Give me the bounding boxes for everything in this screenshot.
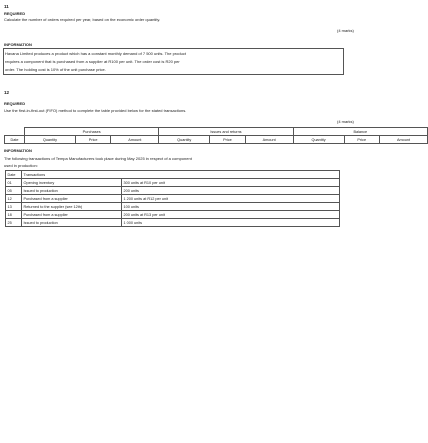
question-12-info-heading: INFORMATION xyxy=(4,148,32,153)
transaction-date: 05 xyxy=(6,187,22,195)
table-row xyxy=(6,211,340,219)
transaction-description: Purchased from a supplier xyxy=(22,195,122,203)
transaction-detail: 100 units xyxy=(122,203,340,211)
transactions-col-transactions: Transactions xyxy=(22,171,122,179)
transaction-date: 18 xyxy=(6,211,22,219)
question-11-info-line-3: order. The holding cost is 10% of the unit purchase price. xyxy=(5,67,106,72)
fifo-col-date: Date xyxy=(5,136,25,144)
table-row xyxy=(6,203,340,211)
fifo-col-quantity: Quantity xyxy=(293,136,344,144)
question-11-instruction: Calculate the number of orders required per year, based on the economic order quantity. xyxy=(4,17,161,22)
fifo-group-spacer xyxy=(5,128,25,136)
question-12-required: REQUIRED xyxy=(4,101,26,106)
transaction-description: Issued to production xyxy=(22,219,122,227)
transactions-header-blank xyxy=(122,171,340,179)
fifo-col-amount: Amount xyxy=(111,136,159,144)
fifo-group-issues: Issues and returns xyxy=(159,128,293,136)
transaction-detail: 200 units at R13 per unit xyxy=(122,211,340,219)
fifo-col-quantity: Quantity xyxy=(25,136,76,144)
transaction-description: Purchased from a supplier xyxy=(22,211,122,219)
transaction-detail: 200 units xyxy=(122,187,340,195)
transactions-header-row xyxy=(6,171,340,179)
question-11-info-line-2: requires a component that is purchased from a supplier at R100 per unit. The order cost is R20 per xyxy=(5,59,180,64)
transaction-date: 25 xyxy=(6,219,22,227)
question-11-info-line-1: Havana Limited produces a product which has a constant monthly demand of 7 500 units. The product xyxy=(5,51,186,56)
transaction-date: 12 xyxy=(6,195,22,203)
fifo-col-amount: Amount xyxy=(245,136,293,144)
transaction-date: 13 xyxy=(6,203,22,211)
fifo-col-price: Price xyxy=(210,136,246,144)
transactions-col-date: Date xyxy=(6,171,22,179)
question-12-info-line-1: The following transactions of Tempa Manufacturers took place during May 2025 in respect of a component xyxy=(4,156,192,161)
question-12-instruction: Use the first-in-first-out (FIFO) method to complete the table provided below for the stated transactions. xyxy=(4,108,187,113)
question-11-info-box xyxy=(3,48,344,75)
transaction-detail: 1 000 units xyxy=(122,219,340,227)
fifo-col-price: Price xyxy=(344,136,380,144)
table-row xyxy=(6,195,340,203)
fifo-col-quantity: Quantity xyxy=(159,136,210,144)
fifo-group-balance: Balance xyxy=(293,128,427,136)
question-11-number: 11 xyxy=(4,4,9,9)
question-11-marks: (4 marks) xyxy=(337,28,354,33)
question-12-number: 12 xyxy=(4,90,10,95)
transactions-table xyxy=(5,170,340,227)
table-row xyxy=(6,179,340,187)
table-row xyxy=(6,219,340,227)
transaction-description: Returned to the supplier (see 12th) xyxy=(22,203,122,211)
question-12-marks: (4 marks) xyxy=(337,119,354,124)
question-11-info-heading: INFORMATION xyxy=(4,42,32,47)
transaction-description: Opening inventory xyxy=(22,179,122,187)
fifo-col-amount: Amount xyxy=(380,136,428,144)
transaction-detail: 1 200 units at R12 per unit xyxy=(122,195,340,203)
question-12-info-line-2: used in production: xyxy=(4,163,38,168)
transaction-date: 01 xyxy=(6,179,22,187)
fifo-group-row xyxy=(5,128,428,136)
fifo-group-purchases: Purchases xyxy=(25,128,159,136)
fifo-column-row xyxy=(5,136,428,144)
table-row xyxy=(6,187,340,195)
transaction-description: Issued to production xyxy=(22,187,122,195)
transaction-detail: 300 units at R10 per unit xyxy=(122,179,340,187)
question-11-required: REQUIRED xyxy=(4,11,26,16)
fifo-col-price: Price xyxy=(75,136,111,144)
fifo-answer-table xyxy=(4,127,428,144)
